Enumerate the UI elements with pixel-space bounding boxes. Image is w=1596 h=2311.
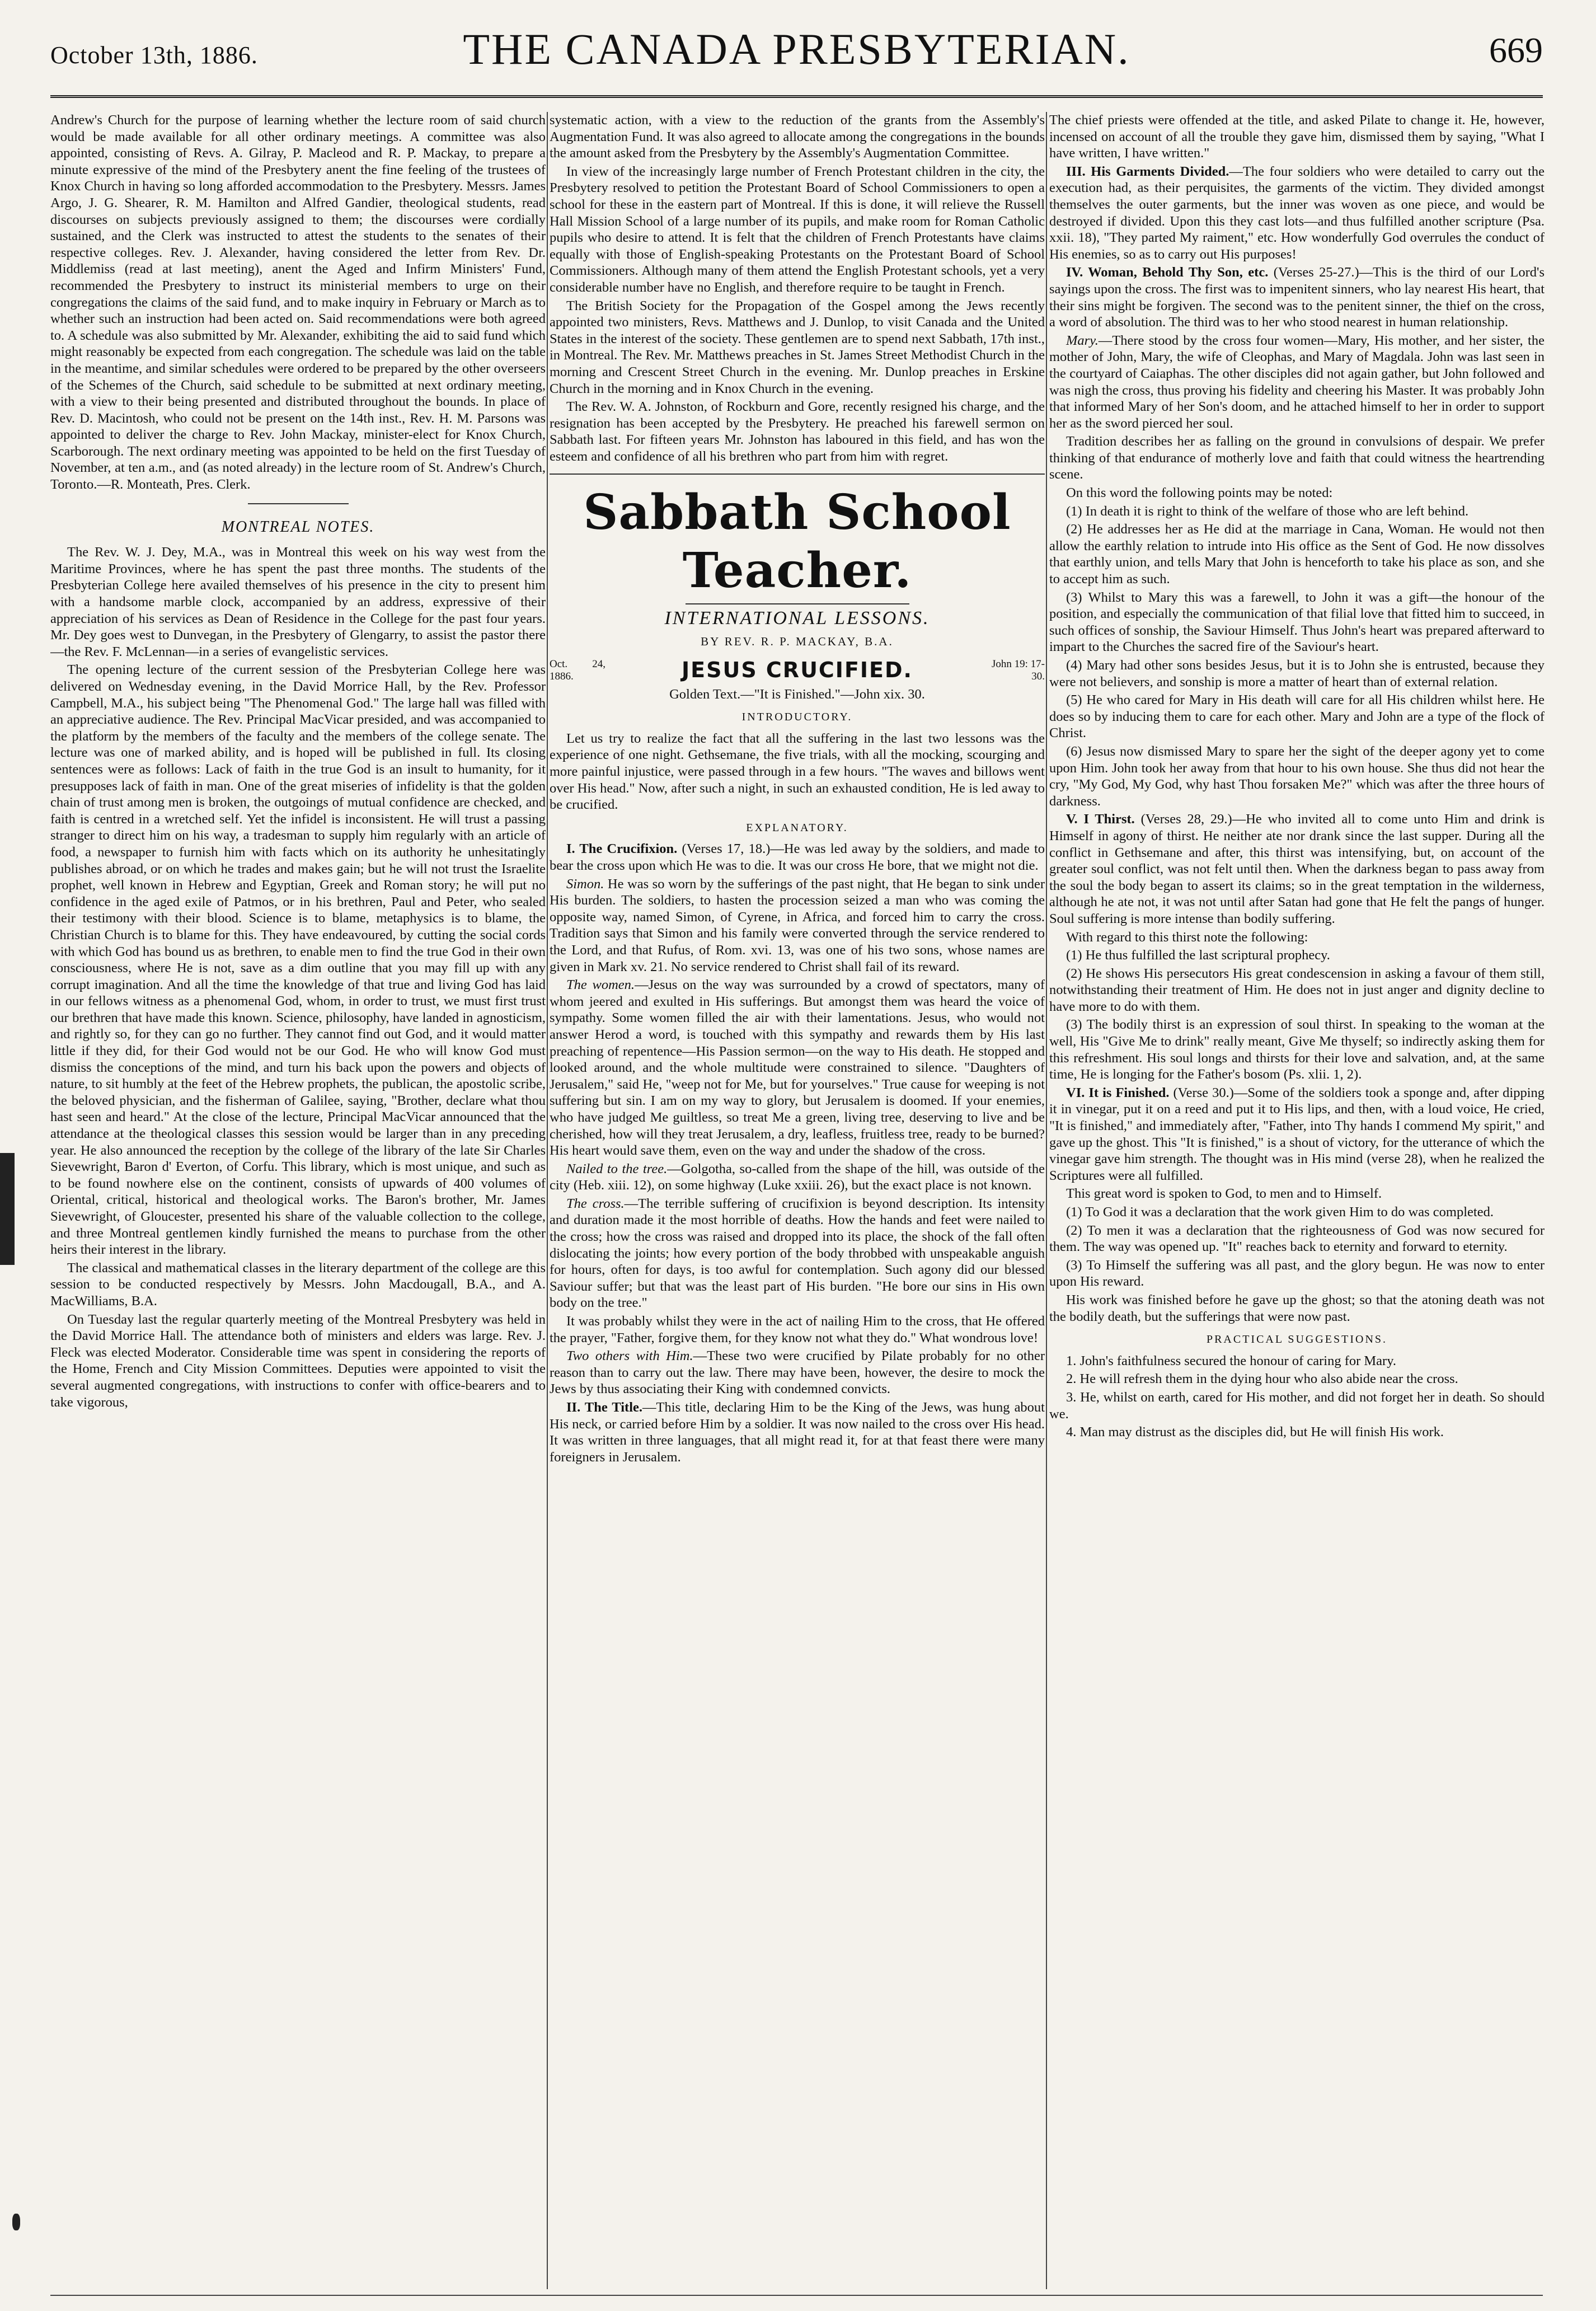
mary-text: —There stood by the cross four women—Mary, His mother, and her sister, the mother of John, Mary, the wife of Cleophas, and Mary of Magdala. John was last seen in the courtyard of Caiaphas. The other disciples did not again gather, but John followed and was nigh the cross, thus proving his fidelity and cheering his Master. It was probably John that informed Mary of her Son's doom, and he attached himself to her in order to support her as the sword pierced her soul.: [1049, 332, 1545, 431]
point-4: (4) Mary had other sons besides Jesus, but it is to John she is entrusted, because they were not believers, and sonship is more a matter of heart than of external relation.: [1049, 658, 1545, 690]
column-rule-1: [547, 112, 548, 2289]
nailed-paragraph: [550, 1161, 1045, 1194]
woman-behold-paragraph: [1049, 264, 1545, 330]
practical-suggestions-heading: PRACTICAL SUGGESTIONS.: [1206, 1333, 1388, 1346]
nailed-heading: Nailed to the tree.: [566, 1161, 668, 1176]
sabbath-school-banner: Sabbath School Teacher.: [583, 484, 1011, 599]
suggestion-1: 1. John's faithfulness secured the honour of caring for Mary.: [1066, 1353, 1396, 1368]
lessons-subtitle: INTERNATIONAL LESSONS.: [664, 608, 930, 629]
thirst-point-1: (1) He thus fulfilled the last scriptural prophecy.: [1066, 948, 1330, 963]
crucifixion-paragraph: [550, 841, 1045, 874]
garments-paragraph: [1049, 163, 1545, 263]
cross-text: —The terrible suffering of crucifixion is beyond description. Its intensity and duration made it the most horrible of deaths. How the hands and feet were nailed to the cross; how the cross was raised and dropped into its place, the shock of the fall often dislocating the joints; how every portion of the body throbbed with unspeakable anguish for hours, often for days, is too awful for contemplation. Such agony did our blessed Saviour suffer; but that was the least part of His burden. "He bore our sins in His own body on the tree.": [550, 1196, 1045, 1311]
thirst-text: (Verses 28, 29.)—He who invited all to come unto Him and drink is Himself in agony of thirst. He neither ate nor drank since the last supper. During all the conflict in Gethsemane and after, this thirst was intensifying, but, on account of the greater soul conflict, was not felt until then. When the darkness began to pass away from the soul the body began to assert its claims; so in the great temptation in the wilderness, although he ate not, it was not until after Satan had gone that He felt the pangs of hunger. Soul suffering is more intense than bodily suffering.: [1049, 812, 1545, 926]
thirst-paragraph: [1049, 811, 1545, 927]
women-heading: The women.: [566, 977, 635, 993]
mary-paragraph: [1049, 332, 1545, 432]
thirst-point-2: (2) He shows His persecutors His great condescension in asking a favour of them still, notwithstanding their treatment of Him. He does not in just anger and dignity decline to have more to do with them.: [1049, 965, 1545, 1014]
thirst-point-3: (3) The bodily thirst is an expression of soul thirst. In speaking to the woman at the well, His "Give Me to drink" really meant, Give Me thyself; so indirectly asking them for this refreshment. His soul longs and thirsts for their love and salvation, and, at the same time, He is longing for the Father's bosom (Ps. xlii. 1, 2).: [1049, 1017, 1545, 1082]
thirst-heading: V. I Thirst.: [1066, 812, 1135, 827]
page-number: 669: [1489, 30, 1543, 70]
points-intro: On this word the following points may be noted:: [1066, 485, 1333, 501]
prayer-paragraph: It was probably whilst they were in the act of nailing Him to the cross, that He offered the prayer, "Father, forgive them, for they know not what they do." What wondrous love!: [550, 1314, 1045, 1346]
thirst-note: With regard to this thirst note the following:: [1066, 929, 1308, 945]
cross-paragraph: [550, 1196, 1045, 1311]
point-6: (6) Jesus now dismissed Mary to spare her the sight of the deeper agony yet to come upon Him. John took her away from that hour to his own house. She thus did not hear the cry, "My God, My God, why hast Thou forsaken Me?" which was after the three hours of darkness.: [1049, 743, 1545, 809]
newspaper-title: THE CANADA PRESBYTERIAN.: [463, 25, 1130, 73]
jews-society-paragraph: The British Society for the Propagation of the Gospel among the Jews recently appointed two ministers, Revs. Matthews and J. Dunlop, to visit Canada and the United States in the interest of the society. These gentlemen are to spend next Sabbath, 17th inst., in Montreal. The Rev. Mr. Matthews preaches in St. James Street Methodist Church in the morning and Crescent Street Church in the evening. Mr. Dunlop preaches in Erskine Church in the morning and in Knox Church in the evening.: [550, 298, 1045, 396]
dey-paragraph: The Rev. W. J. Dey, M.A., was in Montreal this week on his way west from the Maritime Provinces, where he has spent the past three months. The students of the Presbyterian College here availed themselves of his presence in the city to present him with a handsome marble clock, accompanied by an address, expressive of their appreciation of his services as Dean of Residence in the College for the past four years. Mr. Dey goes west to Dunvegan, in the Presbytery of Glengarry, to assist the pastor there—the Rev. F. McLennan—in a series of evangelistic services.: [50, 545, 546, 659]
column-1: [50, 112, 546, 2295]
woman-behold-text: (Verses 25-27.)—This is the third of our Lord's sayings upon the cross. The first was to impenitent sinners, who lay nearest His heart, that their sins might be forgiven. The second was to the penitent sinner, the thief on the cross, a word of absolution. The third was to her who stood nearest in human relationship.: [1049, 265, 1545, 330]
section-divider: [248, 503, 349, 504]
point-1: (1) In death it is right to think of the welfare of those who are left behind.: [1066, 503, 1469, 519]
introductory-heading: INTRODUCTORY.: [741, 711, 853, 724]
presbytery-minutes: Andrew's Church for the purpose of learning whether the lecture room of said church would be made available for all other ordinary meetings. A committee was also appointed, consisting of Revs. A. Gilray, P. Macleod and R. P. Mackay, to prepare a minute expressive of the mind of the Presbytery anent the fine feeling of the trustees of Knox Church in having so long afforded accommodation to the Presbytery. Messrs. James Argo, J. G. Shearer, R. M. Hamilton and Alfred Gandier, theological students, read discourses on subjects previously assigned to them; the discourses were cordially sustained, and the Clerk was instructed to attest the students to the senates of their respective colleges. Rev. J. Alexander, having considered the letter from Rev. Dr. Middlemiss (read at last meeting), anent the Aged and Infirm Ministers' Fund, recommended the Presbytery to instruct its ministerial members to urge on their congregations the claims of the said fund, and to make inquiry in February or March as to whether such an instruction had been acted on. Said recommendations were both agreed to. A schedule was also submitted by Mr. Alexander, exhibiting the aid to said fund which might reasonably be expected from each congregation. The schedule was laid on the table in the meantime, and similar schedules were ordered to be prepared by the other overseers of the Schemes of the Church, said schedule to be submitted at next ordinary meeting, with a view to their being presented and distributed throughout the bounds. In place of Rev. D. Macintosh, who could not be present on the 14th inst., Rev. H. M. Parsons was appointed to deliver the charge to Rev. John Mackay, minister-elect for Knox Church, Scarborough. The next ordinary meeting was appointed to be held on the first Tuesday of November, at ten a.m., and (as noted already) in the lecture room of St. Andrew's Church, Toronto.—R. Monteath, Pres. Clerk.: [50, 112, 546, 493]
finished-paragraph: [1049, 1085, 1545, 1184]
simon-text: He was so worn by the sufferings of the past night, that He began to sink under His burden. The soldiers, to hasten the procession seized a man who was coming the opposite way, named Simon, of Cyrene, in Africa, and forced him to carry the cross. Tradition says that Simon and his family were converted through the service rendered to the Lord, and that Rufus, of Rom. xvi. 13, was one of his two sons, whose names are given in Mark xv. 21. No service rendered to Christ shall fail of its reward.: [550, 876, 1045, 974]
page-header: [50, 10, 1543, 94]
margin-bullet: [12, 2214, 20, 2230]
women-text: —Jesus on the way was surrounded by a crowd of spectators, many of whom jeered and exulted in His sufferings. But amongst them was heard the voice of sympathy. Some women filled the air with their lamentations. Jesus, who would not answer Herod a word, is touched with this sympathy and rewards them by His last preaching of repentence—His Passion sermon—on the way to His death. He stopped and looked around, and the whole multitude were constrained to silence. "Daughters of Jerusalem," said He, "weep not for Me, but for yourselves." True cause for weeping is not suffering but sin. I am on my way to glory, but Jerusalem is doomed. If your enemies, who have judged Me guiltless, so treat Me a green, living tree, deserving to live and be cherished, how will they treat Jerusalem, a dry, leafless, fruitless tree, ready to be burned? His heart would save them, even on the way and under the shadow of the cross.: [550, 977, 1045, 1159]
point-3: (3) Whilst to Mary this was a farewell, to John it was a gift—the honour of the position, and especially the communication of that filial love that fitted him to succeed, in such offices of sonship, the Saviour Himself. Thus John's heart was prepared afterward to impart to the Churches the sacred fire of the Saviour's heart.: [1049, 589, 1545, 655]
nailed-text: —Golgotha, so-called from the shape of the hill, was outside of the city (Heb. xiii. 12), on some highway (Luke xxiii. 26), but the exact place is not known.: [550, 1161, 1045, 1193]
cross-heading: The cross.: [566, 1196, 625, 1211]
crucifixion-text: (Verses 17, 18.)—He was led away by the soldiers, and made to bear the cross upon which He was to die. It was our cross He bore, that we might not die.: [550, 841, 1045, 873]
simon-paragraph: [550, 876, 1045, 976]
issue-date: October 13th, 1886.: [50, 41, 258, 69]
column-2: [550, 112, 1045, 2295]
two-others-paragraph: [550, 1348, 1045, 1398]
simon-heading: Simon.: [566, 876, 604, 892]
classes-paragraph: The classical and mathematical classes in the literary department of the college are this session to be conducted respectively by Messrs. John Macdougall, B.A., and A. MacWilliams, B.A.: [50, 1260, 546, 1309]
margin-mark: [0, 1153, 15, 1265]
finished-point-1: (1) To God it was a declaration that the work given Him to do was completed.: [1066, 1204, 1494, 1220]
two-others-text: —These two were crucified by Pilate probably for no other reason than to carry out the law. There may have been, however, the desire to mock the Jews by thus associating their King with condemned convicts.: [550, 1348, 1045, 1397]
lesson-reference: John 19: 17-30.: [991, 658, 1045, 682]
banner-rule: [686, 603, 909, 604]
explanatory-heading: EXPLANATORY.: [746, 821, 848, 834]
presbytery-meeting-paragraph: On Tuesday last the regular quarterly meeting of the Montreal Presbytery was held in the David Morrice Hall. The attendance both of ministers and elders was large. Rev. J. Fleck was elected Moderator. Considerable time was spent in considering the reports of the Home, French and City Mission Committees. Deputies were appointed to visit the several augmented congregations, with instructions to confer with office-bearers and to take vigorous,: [50, 1311, 546, 1410]
byline: BY REV. R. P. MACKAY, B.A.: [701, 635, 894, 649]
finished-heading: VI. It is Finished.: [1066, 1085, 1170, 1100]
point-2: (2) He addresses her as He did at the marriage in Cana, Woman. He would not then allow the earthly relation to intrude into His office as the Sent of God. He now dissolves that earthly union, and tells Mary that John is henceforth to take his place as son, and she to accept him as such.: [1049, 522, 1545, 587]
lesson-title: JESUS CRUCIFIED.: [682, 657, 913, 682]
suggestion-4: 4. Man may distrust as the disciples did, but He will finish His work.: [1066, 1424, 1444, 1440]
title-text: —This title, declaring Him to be the King of the Jews, was hung about His neck, or carried before Him by a soldier. It was now nailed to the cross over His head. It was written in three languages, that all might read it, for at that feast there were many foreigners in Jerusalem.: [550, 1400, 1045, 1465]
mary-heading: Mary.: [1066, 332, 1099, 348]
finished-point-3: (3) To Himself the suffering was all past, and the glory begun. He was now to enter upon His reward.: [1049, 1257, 1545, 1290]
column-3: [1049, 112, 1545, 2295]
crucifixion-heading: I. The Crucifixion.: [566, 841, 678, 857]
suggestion-2: 2. He will refresh them in the dying hour who also abide near the cross.: [1066, 1371, 1458, 1387]
work-finished-paragraph: His work was finished before he gave up the ghost; so that the atoning death was not the bodily death, but the sufferings that were now past.: [1049, 1292, 1545, 1324]
french-school-paragraph: In view of the increasingly large number of French Protestant children in the city, the Presbytery resolved to petition the Protestant Board of School Commissioners to open a school for these in the eastern part of Montreal. If this is done, it will relieve the Russell Hall Mission School of a large number of its pupils, and make room for Roman Catholic pupils who desire to attend. It is felt that the children of French Protestants have claims equally with those of English-speaking Protestants on the Protestant Board of School Commissioners. Although many of them attend the English Protestant schools, yet a very considerable number have no English, and therefore require to be taught in French.: [550, 163, 1045, 295]
column-rule-2: [1046, 112, 1047, 2289]
woman-behold-heading: IV. Woman, Behold Thy Son, etc.: [1066, 265, 1269, 280]
golden-text: Golden Text.—"It is Finished."—John xix. 30.: [669, 686, 925, 702]
lesson-header: [550, 658, 1045, 683]
point-5: (5) He who cared for Mary in His death will care for all His children whilst here. He does so by inducing them to care for each other. Mary and John are a type of the flock of Christ.: [1049, 692, 1545, 741]
augmentation-paragraph: systematic action, with a view to the reduction of the grants from the Assembly's Augmentation Fund. It was also agreed to allocate among the congregations in the bounds the amount asked from the Presbytery by the Assembly's Augmentation Committee.: [550, 112, 1045, 161]
lesson-date: Oct. 24, 1886.: [550, 658, 605, 682]
montreal-notes-heading: MONTREAL NOTES.: [221, 518, 375, 536]
header-rule: [50, 95, 1543, 98]
section-divider: [550, 474, 1045, 475]
women-paragraph: [550, 977, 1045, 1159]
finished-text: (Verse 30.)—Some of the soldiers took a sponge and, after dipping it in vinegar, put it on a reed and put it to His lips, and then, with a loud voice, He cried, "It is finished," and immediately after, "Father, into Thy hands I commend My spirit," and gave up the ghost. This "It is finished," is a shout of victory, for the utterance of which the vinegar gave him strength. The thought was in His mind (verse 28), when he realized the Scriptures were all fulfilled.: [1049, 1085, 1545, 1183]
lecture-paragraph: The opening lecture of the current session of the Presbyterian College here was delivered on Wednesday evening, in the David Morrice Hall, by the Rev. Professor Campbell, M.A., his subject being "The Phenomenal God." The large hall was filled with an appreciative audience. The Rev. Principal MacVicar presided, and was accompanied to the platform by the members of the faculty and the members of the college senate. The lecture was one of marked ability, and is hoped will be published in full. Its closing sentences were as follows: Lack of faith in the true God is an insult to humanity, for it presupposes lack of faith in man. One of the great miseries of infidelity is that the golden chain of trust among men is broken, the outgoings of mutual confidence are checked, and faith is centred in a wretched self. Yet the infidel is inconsistent. He will trust a passing stranger to direct him on his way, a tradesman to supply him regularly with an article of food, a newspaper to furnish him with facts which on its authority he unhesitatingly publishes abroad, or on which he trades and makes gain; but he will not trust the Israelite prophet, well known in Hebrew and Egyptian, Greek and Roman story; he will put no confidence in the aged exile of Patmos, or in his brethren, Paul and Peter, who sealed their testimony with their blood. Science is to blame, metaphysics is to blame, the Christian Church is to blame for this. They have endeavoured, by cutting the social cords with which God has bound us as brethren, to enable men to find the true God in their own consciousness, where He is not, save as a dim outline that you may fill up with any corrupt imagination. And all the time the knowledge of that true and living God has laid in our fellows witness as a phenomenal God, whom, in order to trust, we must first trust our brethren that have made this known. Science, philosophy, have landed in agnosticism, and rightly so, for they can go no further. They cannot find out God, and it would matter little if they did, for their God would not be our God. He who will know God must dismiss the conceptions of the mind, and turn his back upon the powers and objects of nature, to sit humbly at the feet of the Hebrew prophets, the publican, the apostolic scribe, the beloved physician, and the fisherman of Galilee, saying, "Brother, declare what thou hast seen and heard." At the close of the lecture, Principal MacVicar announced that the attendance at the theological classes this session would be larger than in any preceding year. He also announced the reception by the college of the library of the late Sir Charles Sievewright, Baron d' Everton, of Corfu. This library, which is most unique, and such as to be found nowhere else on the continent, consists of upwards of 400 volumes of Oriental, critical, historical and theological works. The Baron's brother, Mr. James Sievewright, of Gloucester, presented his share of the valuable collection to the college, and three Montreal gentlemen kindly furnished the means to purchase from the other heirs their interest in the library.: [50, 662, 546, 1258]
introductory-text: Let us try to realize the fact that all the suffering in the last two lessons was the experience of one night. Gethsemane, the five trials, with all the mocking, scourging and more painful injustice, were passed through in a few hours. "The waves and billows went over His head." Now, after such a night, in such an exhausted condition, He is led away to be crucified.: [550, 730, 1045, 813]
title-heading: II. The Title.: [566, 1400, 643, 1415]
garments-heading: III. His Garments Divided.: [1066, 163, 1229, 179]
chief-priests-paragraph: The chief priests were offended at the title, and asked Pilate to change it. He, however, incensed on account of all the trouble they gave him, dismissed them by saying, "What I have written, I have written.": [1049, 112, 1545, 161]
finished-point-2: (2) To men it was a declaration that the righteousness of God was now secured for them. The way was opened up. "It" reaches back to eternity and forward to eternity.: [1049, 1222, 1545, 1255]
johnston-paragraph: The Rev. W. A. Johnston, of Rockburn and Gore, recently resigned his charge, and the resignation has been accepted by the Presbytery. He preached his farewell sermon on Sabbath last. For fifteen years Mr. Johnston has laboured in this field, and has won the esteem and confidence of all his brethren who part from him with regret.: [550, 399, 1045, 464]
suggestion-3: 3. He, whilst on earth, cared for His mother, and did not forget her in death. So should we.: [1049, 1389, 1545, 1422]
title-paragraph: [550, 1399, 1045, 1465]
great-word-paragraph: This great word is spoken to God, to men and to Himself.: [1066, 1186, 1382, 1202]
garments-text: —The four soldiers who were detailed to carry out the execution had, as their perquisites, the garments of the victim. They divided amongst themselves the outer garments, but the inner was woven as one piece, and would be destroyed if divided. Upon this they cast lots—and thus fulfilled another scripture (Psa. xxii. 18), "They parted My raiment," etc. How wonderfully God overrules the conduct of His enemies, so as to carry out His purposes!: [1049, 163, 1545, 262]
two-others-heading: Two others with Him.: [566, 1348, 693, 1364]
bottom-rule: [50, 2295, 1543, 2296]
tradition-paragraph: Tradition describes her as falling on the ground in convulsions of despair. We prefer thinking of that endurance of motherly love and faith that could witness the heartrending scene.: [1049, 434, 1545, 482]
